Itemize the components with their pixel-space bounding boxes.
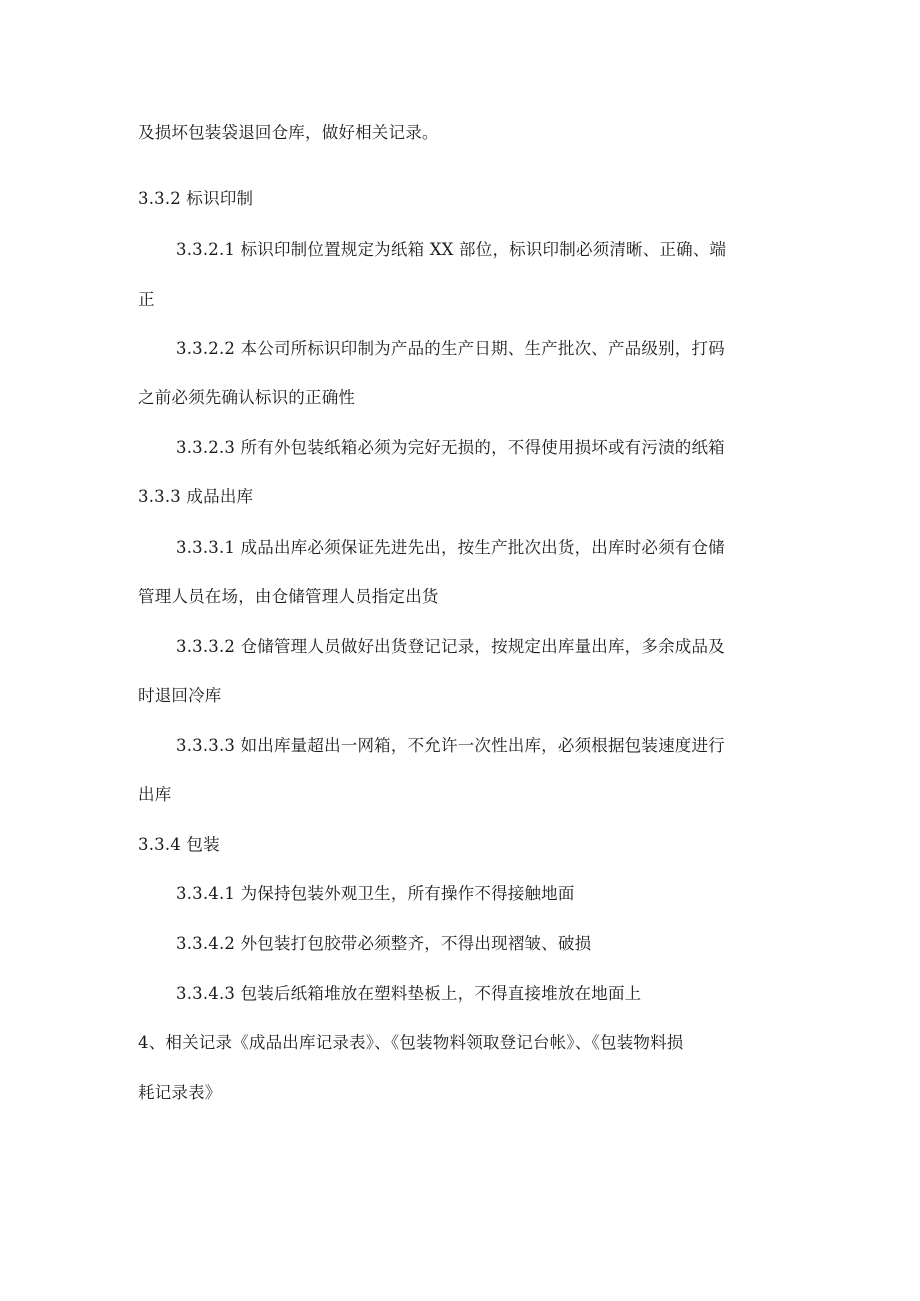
clause-3-3-3-2: 3.3.3.2 仓储管理人员做好出货登记记录，按规定出库量出库，多余成品及	[176, 637, 725, 656]
clause-3-3-4-1: 3.3.4.1 为保持包装外观卫生，所有操作不得接触地面	[176, 884, 575, 903]
clause-3-3-4-3: 3.3.4.3 包装后纸箱堆放在塑料垫板上，不得直接堆放在地面上	[176, 984, 642, 1003]
clause-3-3-4-2: 3.3.4.2 外包装打包胶带必须整齐，不得出现褶皱、破损	[176, 934, 592, 953]
paragraph-continuation: 及损坏包装袋退回仓库，做好相关记录。	[138, 123, 439, 142]
section-4-related-records-cont: 耗记录表》	[138, 1083, 222, 1102]
clause-3-3-3-3-cont: 出库	[138, 785, 172, 804]
section-heading-3-3-2: 3.3.2 标识印制	[138, 189, 254, 208]
clause-3-3-2-3: 3.3.2.3 所有外包装纸箱必须为完好无损的，不得使用损坏或有污渍的纸箱	[176, 438, 725, 457]
clause-3-3-3-3: 3.3.3.3 如出库量超出一网箱，不允许一次性出库，必须根据包装速度进行	[176, 736, 725, 755]
clause-3-3-2-1: 3.3.2.1 标识印制位置规定为纸箱 XX 部位，标识印制必须清晰、正确、端	[176, 240, 727, 259]
section-heading-3-3-4: 3.3.4 包装	[138, 835, 220, 854]
clause-3-3-3-1: 3.3.3.1 成品出库必须保证先进先出，按生产批次出货，出库时必须有仓储	[176, 538, 725, 557]
clause-3-3-3-1-cont: 管理人员在场，由仓储管理人员指定出货	[138, 587, 439, 606]
clause-3-3-2-2: 3.3.2.2 本公司所标识印制为产品的生产日期、生产批次、产品级别，打码	[176, 339, 725, 358]
section-heading-3-3-3: 3.3.3 成品出库	[138, 487, 254, 506]
clause-3-3-2-1-cont: 正	[138, 290, 155, 309]
clause-3-3-2-2-cont: 之前必须先确认标识的正确性	[138, 388, 356, 407]
clause-3-3-3-2-cont: 时退回冷库	[138, 686, 222, 705]
section-4-related-records: 4、相关记录《成品出库记录表》、《包装物料领取登记台帐》、《包装物料损	[138, 1033, 684, 1052]
